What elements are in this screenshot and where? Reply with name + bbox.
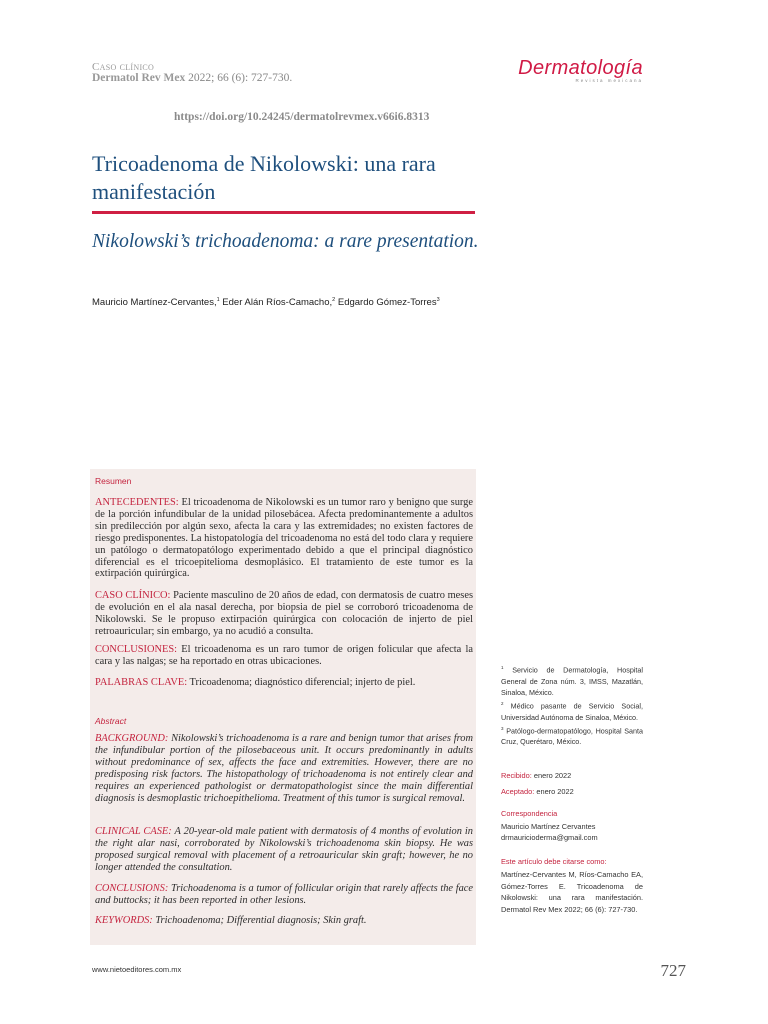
page-number: 727 — [660, 961, 686, 980]
journal-citation — [92, 72, 292, 84]
logo-subtitle: Revista mexicana — [575, 78, 643, 83]
correspondence-email[interactable]: drmauricioderma@gmail.com — [501, 833, 598, 842]
accepted-date — [501, 781, 574, 799]
author-name: Eder Alán Ríos-Camacho, — [219, 297, 333, 309]
conclusions-text: Trichoadenoma is a tumor of follicular origin that rarely affects the face and buttocks; it has been reported in other lesions. — [95, 883, 473, 906]
section-label: Caso clínico — [92, 61, 155, 73]
antecedentes-label: ANTECEDENTES: — [95, 497, 179, 508]
affiliations — [501, 662, 643, 748]
abstract-heading: Abstract — [95, 716, 127, 726]
affiliation-text: Servicio de Dermatología, Hospital General de Zona núm. 3, IMSS, Mazatlán, Sinaloa, México. — [501, 665, 643, 697]
doi-link[interactable]: https://doi.org/10.24245/dermatolrevmex.v66i6.8313 — [174, 111, 430, 123]
affiliation-item — [501, 723, 643, 748]
background-label: BACKGROUND: — [95, 733, 169, 744]
received-label: Recibido: — [501, 771, 532, 780]
footer-url[interactable]: www.nietoeditores.com.mx — [92, 965, 182, 974]
affiliation-item — [501, 698, 643, 723]
author-affil-sup: 3 — [436, 297, 440, 303]
affiliation-text: Médico pasante de Servicio Social, Universidad Autónoma de Sinaloa, México. — [501, 701, 643, 722]
affiliation-sup: 1 — [501, 665, 504, 670]
abstract-box — [90, 469, 476, 945]
received-value: enero 2022 — [531, 771, 572, 780]
affiliation-sup: 3 — [501, 725, 504, 731]
article-subtitle: Nikolowski’s trichoadenoma: a rare presentation. — [92, 231, 479, 252]
caso-text: Paciente masculino de 20 años de edad, con dermatosis de cuatro meses de evolución en el ala nasal derecha, por biopsia de piel se corroboró tricoadenoma de Nikolowski. Se le propuso extirpación quirúrgica con colocación de injerto de piel retroauricular; sin embargo, ya no acudió a consulta. — [95, 590, 473, 637]
abstract-keywords — [95, 915, 473, 927]
background-text: Nikolowski’s trichoadenoma is a rare and benign tumor that arises from the infundibular portion of the pilosebaceous unit. It occurs predominantly in adults without predominance of sex, affects the face and extremities. However, there are no predisposing risk factors. The histopathology of trichoadenoma is not entirely clear and requires an experienced pathologist or dermatopathologist since the main differential diagnosis is desmoplastic trichoepithelioma. Treatment of this tumor is surgical removal. — [95, 733, 473, 804]
author-name: Mauricio Martínez-Cervantes, — [92, 297, 217, 309]
citation-details: 2022; 66 (6): 727-730. — [185, 72, 293, 84]
keywords-label: KEYWORDS: — [95, 915, 153, 926]
author-list — [92, 297, 440, 308]
abstract-background — [95, 733, 473, 804]
correspondence-heading: Correspondencia — [501, 809, 558, 818]
correspondence-name: Mauricio Martínez Cervantes — [501, 822, 596, 831]
antecedentes-text: El tricoadenoma de Nikolowski es un tumor raro y benigno que surge de la porción infundibular de la unidad pilosebácea. Afecta predominantemente a adultos sin predilección por algún sexo, afecta la cara y las extremidades; no existen factores de riesgo predisponentes. La histopatología del tricoadenoma no está del todo clara y requiere un patólogo o dermatopatólogo experimentado debido a que el principal diagnóstico diferencial es el tricoepitelioma desmoplásico. El tratamiento de este tumor es la extirpación quirúrgica. — [95, 497, 473, 580]
title-divider — [92, 211, 475, 214]
resumen-caso — [95, 590, 473, 638]
accepted-label: Aceptado: — [501, 787, 535, 796]
resumen-conclusiones — [95, 644, 473, 668]
keywords-text: Trichoadenoma; Differential diagnosis; Skin graft. — [152, 915, 367, 926]
author-affil-sup: 2 — [332, 297, 336, 303]
resumen-palabras-clave — [95, 677, 473, 689]
palabras-text: Tricoadenoma; diagnóstico diferencial; injerto de piel. — [187, 677, 416, 688]
resumen-heading: Resumen — [95, 476, 132, 486]
journal-abbrev: Dermatol Rev Mex — [92, 72, 186, 84]
clinical-case-text: A 20-year-old male patient with dermatosis of 4 months of evolution in the right alar nasi, corroborated by Nikolowski’s trichoadenoma skin biopsy. He was proposed surgical removal with placement of a retroauricular skin graft; however, he no longer attended the consultation. — [95, 826, 473, 873]
abstract-conclusions — [95, 883, 473, 907]
cite-text: Martínez-Cervantes M, Ríos-Camacho EA, Gómez-Torres E. Tricoadenoma de Nikolowski: una rara manifestación. Dermatol Rev Mex 2022; 66 (6): 727-730. — [501, 870, 643, 914]
author-affil-sup: 1 — [216, 297, 220, 303]
affiliation-item — [501, 662, 643, 698]
affiliation-text: Patólogo-dermatopatólogo, Hospital Santa Cruz, Querétaro, México. — [501, 726, 643, 747]
conclusiones-label: CONCLUSIONES: — [95, 644, 177, 655]
logo-title: Dermatología — [518, 57, 643, 79]
author-name: Edgardo Gómez-Torres — [335, 297, 437, 309]
accepted-value: enero 2022 — [534, 787, 574, 796]
article-title: Tricoadenoma de Nikolowski: una rara manifestación — [92, 151, 436, 204]
abstract-clinical-case — [95, 826, 473, 874]
caso-label: CASO CLÍNICO: — [95, 590, 171, 601]
conclusions-label: CONCLUSIONS: — [95, 883, 169, 894]
palabras-label: PALABRAS CLAVE: — [95, 677, 188, 688]
cite-heading: Este artículo debe citarse como: — [501, 857, 607, 866]
conclusiones-text: El tricoadenoma es un raro tumor de origen folicular que afecta la cara y las nalgas; se ha reportado en otras ubicaciones. — [95, 644, 473, 667]
clinical-case-label: CLINICAL CASE: — [95, 826, 172, 837]
affiliation-sup: 2 — [501, 701, 504, 706]
resumen-antecedentes — [95, 497, 473, 580]
journal-logo — [511, 57, 643, 83]
